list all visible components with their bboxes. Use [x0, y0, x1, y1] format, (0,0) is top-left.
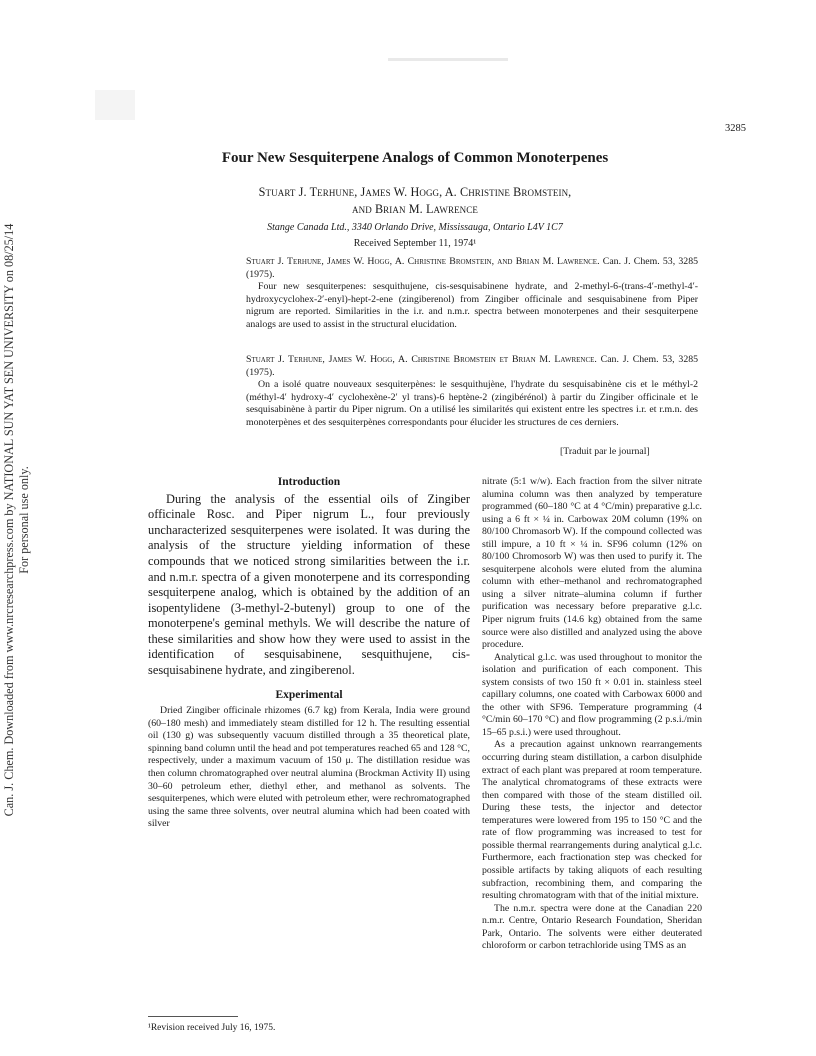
- right-column: [482, 476, 702, 953]
- download-note: Can. J. Chem. Downloaded from www.nrcresearchpress.com by NATIONAL SUN YAT SEN UNIVERSITY on 08/25/14: [2, 223, 16, 817]
- abstract-fr-citation-authors: Stuart J. Terhune, James W. Hogg, A. Christine Bromstein et Brian M. Lawrence.: [246, 354, 597, 365]
- abstract-english: [246, 256, 698, 332]
- page-number: 3285: [725, 123, 746, 134]
- author-list: [150, 184, 680, 218]
- abstract-en-body: Four new sesquiterpenes: sesquithujene, cis-sesquisabinene hydrate, and 2-methyl-6-(trans-4′-methyl-4′-hydroxycyclohex-2′-enyl)-hept-2-ene (zingiberenol) from Zingiber officinale and sesquisabinene from Piper nigrum are reported. Similarities in the i.r. and n.m.r. spectra between monoterpenes and their sesquiterpene analogs are used to assist in the structural elucidation.: [246, 281, 698, 330]
- personal-use-note: For personal use only.: [16, 466, 31, 574]
- right-paragraph-3: As a precaution against unknown rearrangements occurring during steam distillation, a carbon disulphide extract of each plant was prepared at room temperature. The analytical chromatograms of these extracts were then compared with those of the steam distilled oil. During these tests, the injector and detector temperatures were lowered from 195 to 150 °C and the rate of flow programming was increased to test for possible thermal rearrangements during analytical g.l.c. Furthermore, each fractionation step was checked for possible artifacts by taking aliquots of each resulting subfraction, recombining them, and comparing the resulting chromatogram with that of the initial mixture.: [482, 739, 702, 902]
- experimental-heading: Experimental: [275, 688, 343, 701]
- abstract-en-citation-authors: Stuart J. Terhune, James W. Hogg, A. Christine Bromstein, and Brian M. Lawrence.: [246, 256, 600, 267]
- abstract-fr-citation-ref: Can. J. Chem. 53, 3285 (1975).: [246, 354, 699, 378]
- introduction-body: During the analysis of the essential oils of Zingiber officinale Rosc. and Piper nigrum L., four previously uncharacterized sesquiterpenes were isolated. It was during the analysis of the structure yielding information of these compounds that we noticed strong similarities between the i.r. and n.m.r. spectra of a given monoterpene and its corresponding sesquiterpene analog, which is obtained by the addition of an isopentylidene (3-methyl-2-butenyl) group to one of the monoterpene's geminal methyls. We will describe the nature of these similarities and show how they were used to assist in the identification of sesquisabinene, sesquithujene, cis-sesquisabinene hydrate, and zingiberenol.: [148, 491, 470, 678]
- introduction-heading: Introduction: [277, 476, 341, 488]
- paper-title: Four New Sesquiterpene Analogs of Common Monoterpenes: [221, 150, 609, 166]
- experimental-body: Dried Zingiber officinale rhizomes (6.7 kg) from Kerala, India were ground (60–180 mesh) and immediately steam distilled for 12 h. The resulting essential oil (130 g) was subsequently vacuum distilled through a 35 theoretical plate, spinning band column until the head and pot temperatures reached 65 and 128 °C, respectively, under a maximum vacuum of 150 μ. The distillation residue was then column chromatographed over neutral alumina (Brockman Activity II) using 30–60 petroleum ether, diethyl ether, and methanol as solvents. The sesquiterpenes, which were eluted with petroleum ether, were rechromatographed using the same three solvents, over neutral alumina which had been coated with silver: [148, 705, 470, 830]
- affiliation: Stange Canada Ltd., 3340 Orlando Drive, Mississauga, Ontario L4V 1C7: [267, 222, 563, 233]
- right-paragraph-2: Analytical g.l.c. was used throughout to monitor the isolation and purification of each component. This system consists of two 150 ft × 0.01 in. stainless steel capillary columns, one coated with Carbowax 6000 and the other with SF96. Temperature programming (4 °C/min 60–170 °C) and flow programming (2 p.s.i./min 15–65 p.s.i.) were used throughout.: [482, 651, 702, 738]
- authors-line-1: Stuart J. Terhune, James W. Hogg, A. Christine Bromstein,: [258, 185, 572, 199]
- right-paragraph-4: The n.m.r. spectra were done at the Canadian 220 n.m.r. Centre, Ontario Research Foundation, Sheridan Park, Ontario. The solvents were either deuterated chloroform or carbon tetrachloride using TMS as an: [482, 902, 702, 952]
- download-sidebar: [2, 120, 42, 920]
- left-column: [148, 476, 470, 831]
- abstract-french: [246, 354, 698, 430]
- abstract-fr-body: On a isolé quatre nouveaux sesquiterpènes: le sesquithujène, l'hydrate du sesquisabinène cis et le méthyl-2 (méthyl-4′ hydroxy-4′ cyclohexène-2′ yl trans)-6 heptène-2 (zingibérénol) à partir du Zingiber officinale et le sesquisabinène à partir du Piper nigrum. On a utilisé les similarités qui existent entre les spectres i.r. et r.m.n. des monoterpènes et des sesquiterpènes correspondants pour élucider les structures de ces derniers.: [246, 379, 698, 428]
- translator-note: [Traduit par le journal]: [560, 446, 650, 457]
- abstract-en-citation-ref: Can. J. Chem. 53, 3285 (1975).: [246, 256, 699, 280]
- right-paragraph-1: nitrate (5:1 w/w). Each fraction from the silver nitrate alumina column was then analyzed by temperature programmed (60–180 °C at 4 °C/min) preparative g.l.c. using a 6 ft × ¼ in. Carbowax 20M column (19% on 80/100 Chromasorb W). If the compound collected was still impure, a 10 ft × ¼ in. SF96 column (12% on 80/100 Chromosorb W) was then used to purify it. The sesquiterpene alcohols were eluted from the alumina column with ether–methanol and rechromatographed using a silver nitrate–alumina column if further purification was necessary before preparative g.l.c. Piper nigrum fruits (14.6 kg) obtained from the same source were also distilled and analyzed using the above procedure.: [482, 476, 702, 651]
- scan-artifact: [95, 90, 135, 120]
- footnote-rule: [148, 1016, 238, 1017]
- scan-artifact: [388, 58, 508, 61]
- received-date: Received September 11, 1974¹: [353, 238, 477, 249]
- footnote: ¹Revision received July 16, 1975.: [148, 1023, 276, 1033]
- authors-line-2: and Brian M. Lawrence: [352, 202, 478, 216]
